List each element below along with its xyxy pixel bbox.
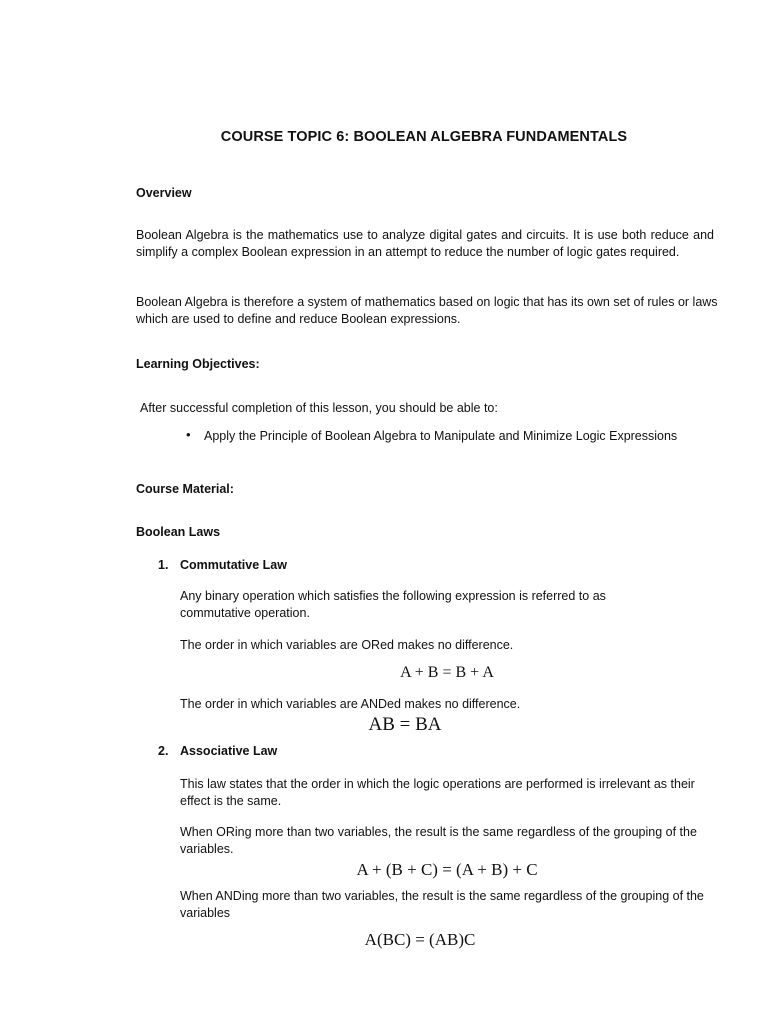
- associative-and-equation: A(BC) = (AB)C: [364, 930, 476, 949]
- boolean-laws-heading: Boolean Laws: [136, 525, 221, 539]
- overview-paragraph-2: Boolean Algebra is therefore a system of mathematics based on logic that has its own set of rules or laws which are used to define and reduce Boolean expressions.: [136, 295, 718, 326]
- commutative-and-text: The order in which variables are ANDed makes no difference.: [180, 697, 521, 711]
- overview-heading: Overview: [136, 186, 192, 200]
- associative-or-equation: A + (B + C) = (A + B) + C: [356, 860, 538, 879]
- course-material-heading: Course Material:: [136, 482, 234, 496]
- objectives-intro: After successful completion of this lesson, you should be able to:: [140, 401, 498, 415]
- overview-paragraph-1: Boolean Algebra is the mathematics use to analyze digital gates and circuits. It is use both reduce and simplify a complex Boolean expression in an attempt to reduce the number of logic gates required.: [136, 228, 714, 259]
- associative-and-text: When ANDing more than two variables, the result is the same regardless of the grouping of the variables: [180, 889, 704, 920]
- commutative-description: Any binary operation which satisfies the following expression is referred to as commutative operation.: [180, 589, 606, 620]
- commutative-or-equation: A + B = B + A: [400, 664, 494, 681]
- law-number: 2.: [158, 744, 169, 758]
- objectives-heading: Learning Objectives:: [136, 357, 260, 371]
- associative-description: This law states that the order in which the logic operations are performed is irrelevant as their effect is the same.: [180, 777, 695, 808]
- objective-item: Apply the Principle of Boolean Algebra to Manipulate and Minimize Logic Expressions: [204, 429, 678, 443]
- associative-or-text: When ORing more than two variables, the result is the same regardless of the grouping of the variables.: [180, 825, 697, 856]
- bullet-icon: •: [186, 427, 191, 442]
- document-title: COURSE TOPIC 6: BOOLEAN ALGEBRA FUNDAMENTALS: [220, 129, 628, 145]
- law-number: 1.: [158, 558, 169, 572]
- commutative-or-text: The order in which variables are ORed makes no difference.: [180, 638, 514, 652]
- law-title-associative: Associative Law: [180, 744, 278, 758]
- commutative-and-equation: AB = BA: [368, 714, 442, 735]
- law-title-commutative: Commutative Law: [180, 558, 287, 572]
